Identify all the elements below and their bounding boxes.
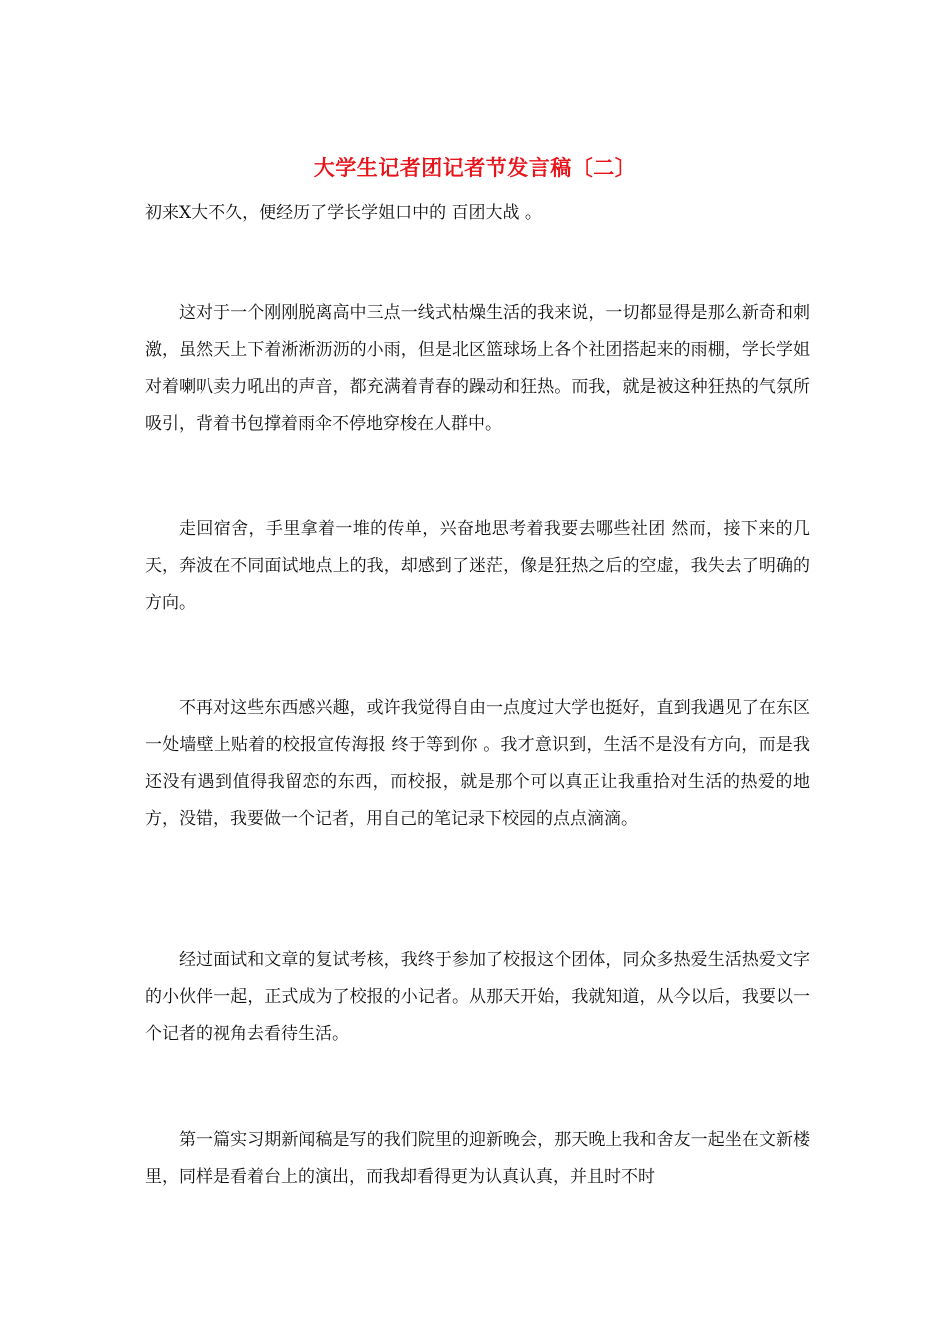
document-title: 大学生记者团记者节发言稿〔二〕 — [313, 155, 637, 180]
paragraph-5: 第一篇实习期新闻稿是写的我们院里的迎新晚会，那天晚上我和舍友一起坐在文新楼里，同样是看着台上的演出，而我却看得更为认真认真，并且时不时 — [145, 1130, 810, 1187]
paragraph-3: 不再对这些东西感兴趣，或许我觉得自由一点度过大学也挺好，直到我遇见了在东区一处墙壁上贴着的校报宣传海报 终于等到你 。我才意识到，生活不是没有方向，而是我还没有遇到值得我留恋的东西，而校报，就是那个可以真正让我重拾对生活的热爱的地方，没错，我要做一个记者，用自己的笔记录下校园的点点滴滴。 — [145, 698, 810, 829]
paragraph-4: 经过面试和文章的复试考核，我终于参加了校报这个团体，同众多热爱生活热爱文字的小伙伴一起，正式成为了校报的小记者。从那天开始，我就知道，从今以后，我要以一个记者的视角去看待生活。 — [145, 950, 810, 1044]
paragraph-1: 这对于一个刚刚脱离高中三点一线式枯燥生活的我来说，一切都显得是那么新奇和刺激，虽然天上下着淅淅沥沥的小雨，但是北区篮球场上各个社团搭起来的雨棚，学长学姐对着喇叭卖力吼出的声音，都充满着青春的躁动和狂热。而我，就是被这种狂热的气氛所吸引，背着书包撑着雨伞不停地穿梭在人群中。 — [145, 303, 810, 434]
paragraph-2: 走回宿舍，手里拿着一堆的传单，兴奋地思考着我要去哪些社团 然而，接下来的几天，奔波在不同面试地点上的我，却感到了迷茫，像是狂热之后的空虚，我失去了明确的方向。 — [145, 519, 810, 613]
intro-line: 初来X大不久，便经历了学长学姐口中的 百团大战 。 — [145, 203, 542, 223]
